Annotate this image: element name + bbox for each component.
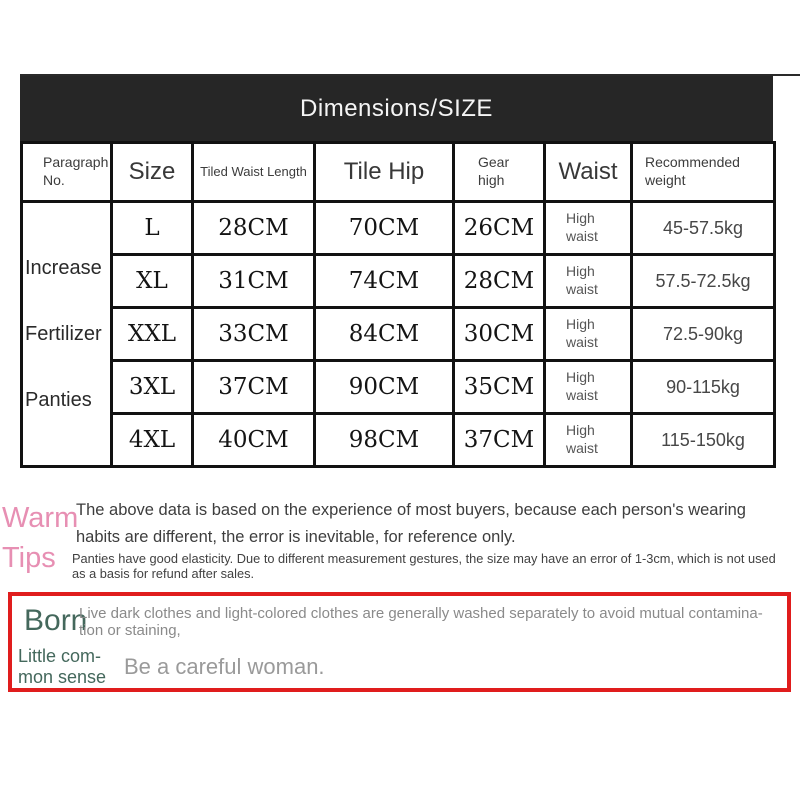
cell-gear-high: 28CM [454,255,545,308]
cell-size: XXL [112,308,193,361]
cell-waist: High waist [545,202,632,255]
wash-instruction-line2: tion or staining, [79,622,181,640]
cell-recommended-weight: 115-150kg [632,414,775,467]
cell-tile-hip: 84CM [315,308,454,361]
cell-tiled-waist-length: 31CM [193,255,315,308]
col-header-recommended-weight: Recommended weight [632,143,775,202]
cell-tiled-waist-length: 40CM [193,414,315,467]
table-row [22,202,775,255]
cell-waist: High waist [545,255,632,308]
cell-recommended-weight: 72.5-90kg [632,308,775,361]
cell-recommended-weight: 45-57.5kg [632,202,775,255]
col-header-size: Size [112,143,193,202]
cell-size: 4XL [112,414,193,467]
cell-size: XL [112,255,193,308]
warm-tips-small-text: Panties have good elasticity. Due to different measurement gestures, the size may have an error of 1-3cm, which is not used as a basis for refund after sales. [72,551,776,581]
cell-waist: High waist [545,414,632,467]
warm-tips-main-text: The above data is based on the experience of most buyers, because each person's wearing habits are different, the error is inevitable, for reference only. [76,501,746,546]
cell-gear-high: 37CM [454,414,545,467]
cell-recommended-weight: 90-115kg [632,361,775,414]
cell-size: 3XL [112,361,193,414]
col-header-waist: Waist [545,143,632,202]
warm-tips-label: Warm Tips [2,502,79,575]
wash-instruction-text [79,605,769,640]
cell-gear-high: 30CM [454,308,545,361]
col-header-paragraph-no: Paragraph No. [22,143,112,202]
sense-label-line2: mon sense [18,666,107,687]
cell-waist: High waist [545,308,632,361]
page-title: Dimensions/SIZE [300,94,493,122]
cell-tile-hip: 98CM [315,414,454,467]
category-label-fertilizer: Fertilizer [25,322,102,345]
category-cell [22,202,112,467]
category-label-panties: Panties [25,388,92,411]
cell-tiled-waist-length: 28CM [193,202,315,255]
title-bar [20,76,773,141]
col-header-tile-hip: Tile Hip [315,143,454,202]
cell-tile-hip: 70CM [315,202,454,255]
table-row [22,255,775,308]
size-table [20,141,776,468]
slogan-text: Be a careful woman. [124,654,325,679]
col-header-gear-high: Gear high [454,143,545,202]
category-label-increase: Increase [25,256,102,279]
table-row [22,414,775,467]
cell-tiled-waist-length: 33CM [193,308,315,361]
table-row [22,308,775,361]
col-header-tiled-waist-length: Tiled Waist Length [193,143,315,202]
cell-recommended-weight: 57.5-72.5kg [632,255,775,308]
care-note-box [8,592,791,692]
cell-gear-high: 26CM [454,202,545,255]
wash-instruction-line1: Live dark clothes and light-colored clothes are generally washed separately to avoid mutual contamina- [79,605,763,622]
cell-tiled-waist-length: 37CM [193,361,315,414]
cell-gear-high: 35CM [454,361,545,414]
little-common-sense-label [18,646,106,687]
table-header-row [22,143,775,202]
cell-size: L [112,202,193,255]
born-label: Born [24,604,88,637]
cell-waist: High waist [545,361,632,414]
cell-tile-hip: 74CM [315,255,454,308]
sense-label-line1: Little com- [18,646,102,666]
table-row [22,361,775,414]
cell-tile-hip: 90CM [315,361,454,414]
